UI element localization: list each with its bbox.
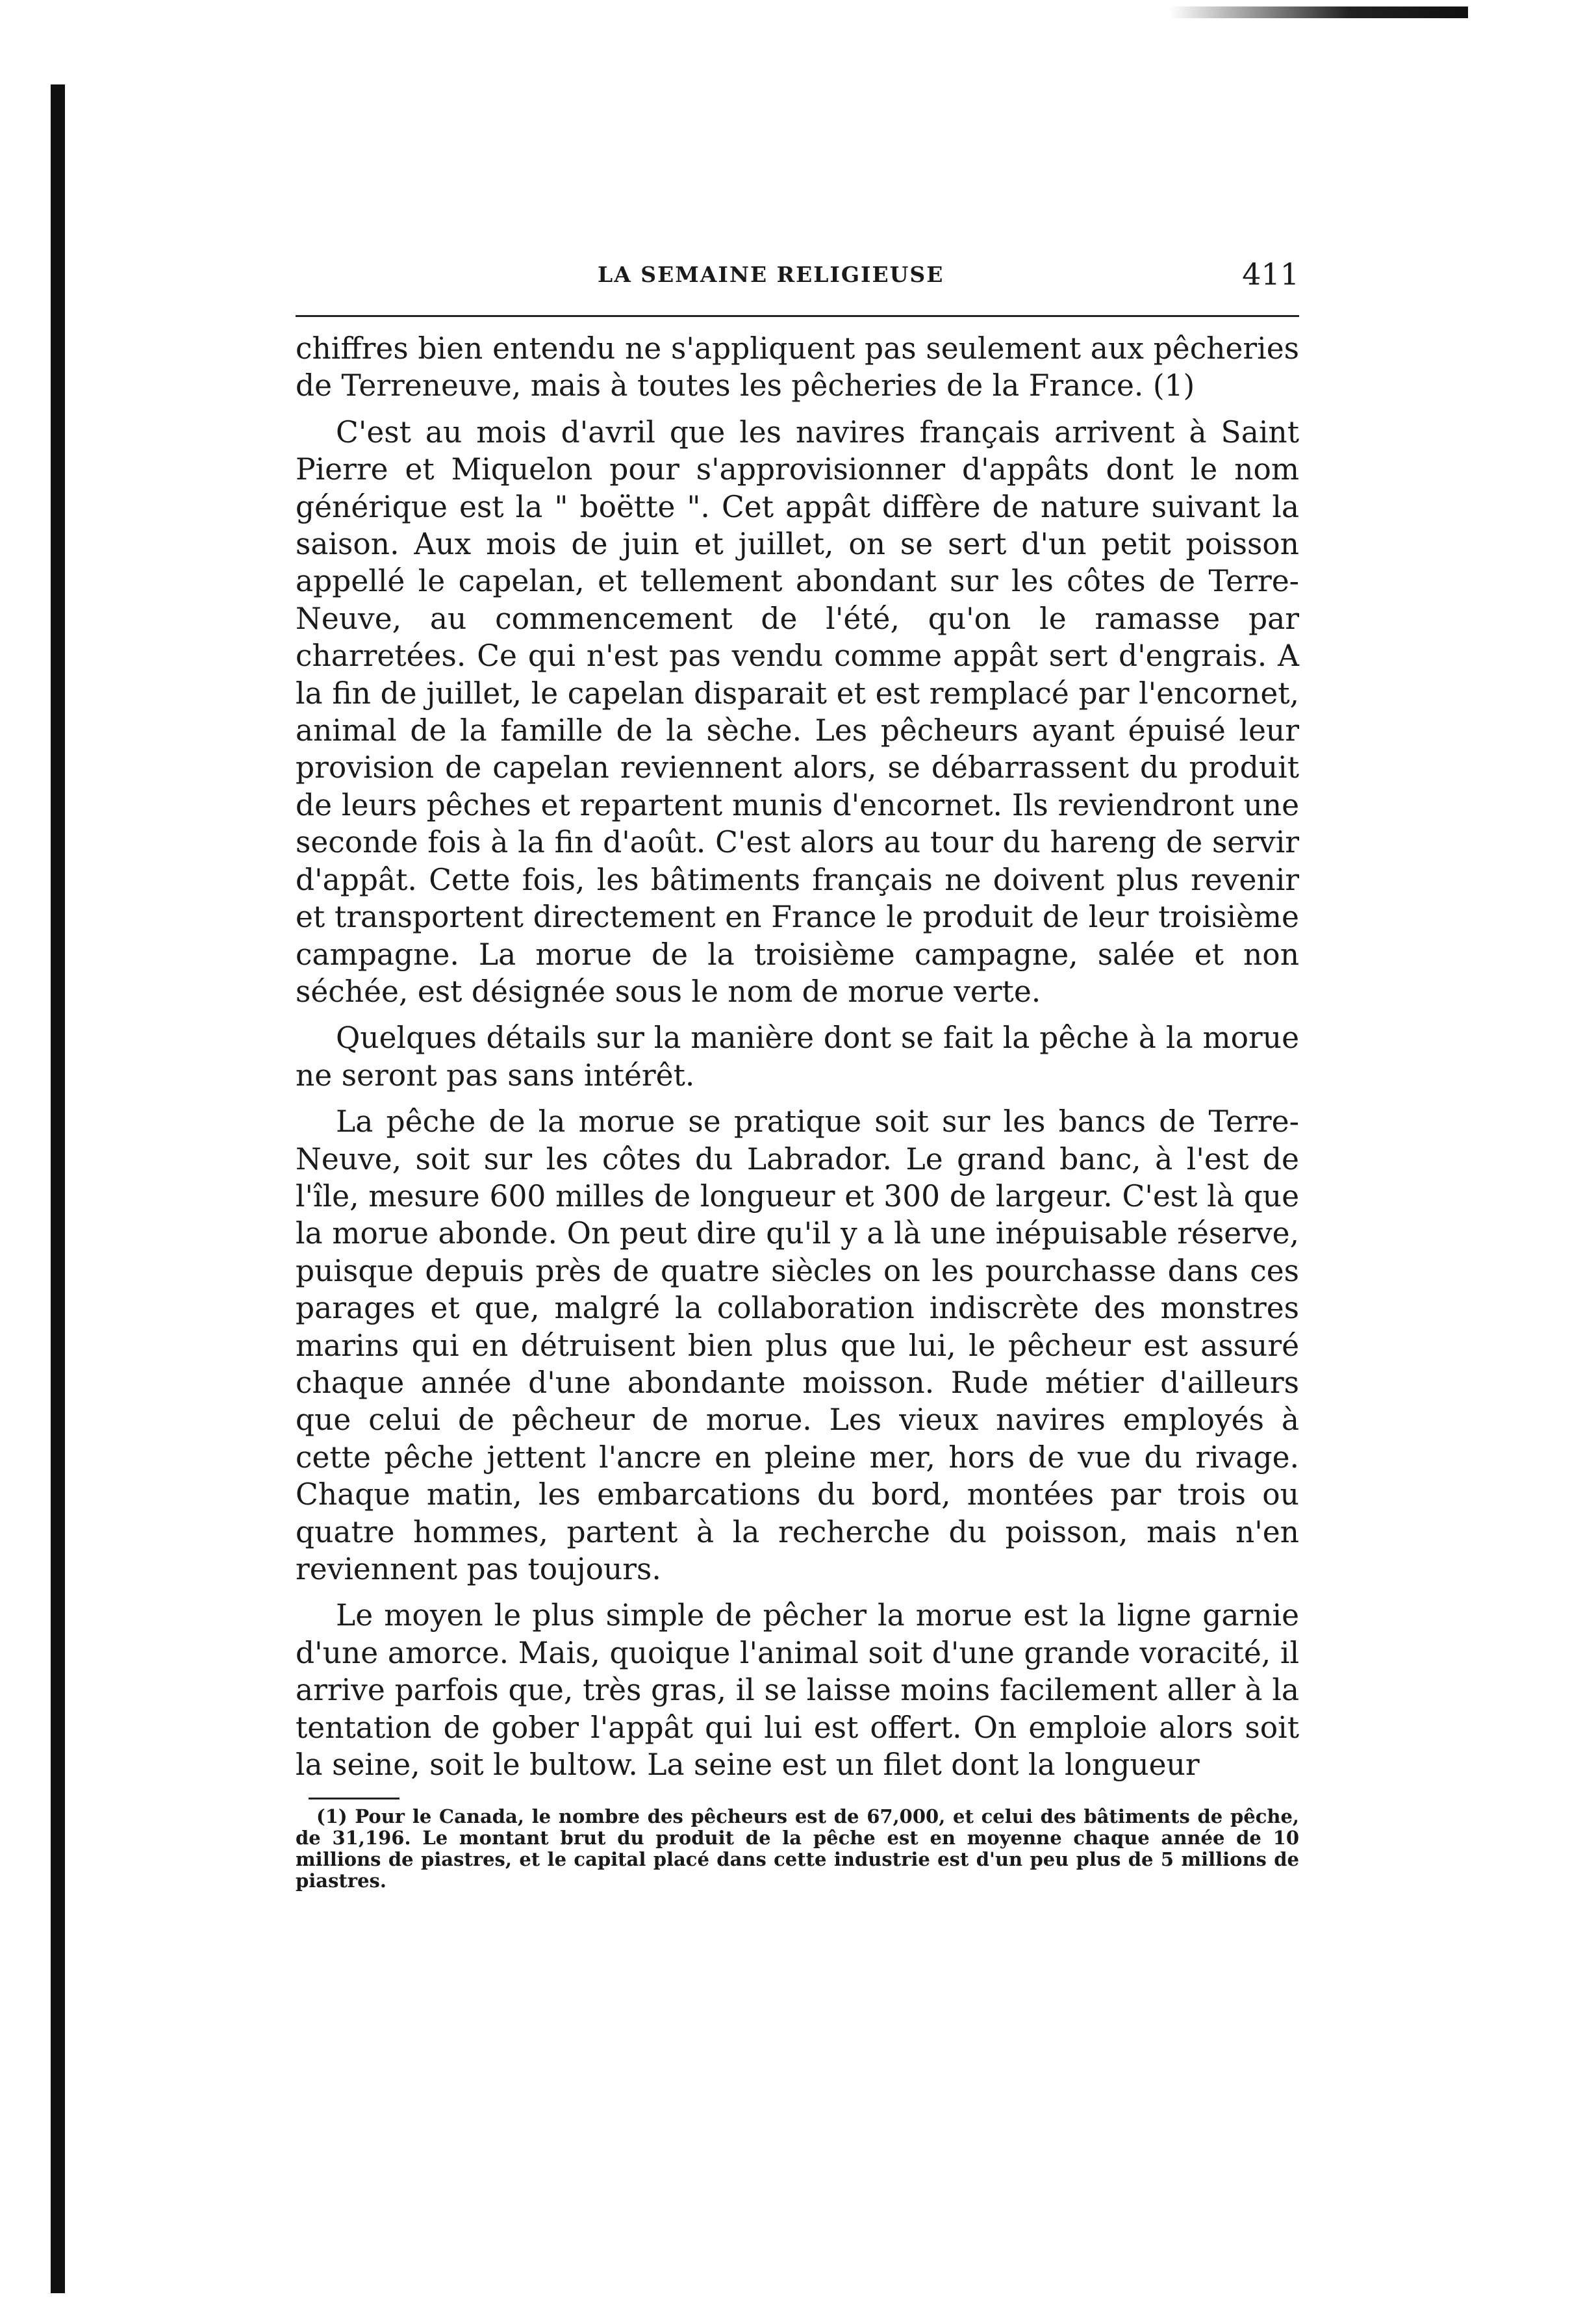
running-title: LA SEMAINE RELIGIEUSE <box>598 262 944 287</box>
footnote-rule <box>309 1798 399 1799</box>
page <box>296 257 1299 1892</box>
running-head <box>296 257 1299 302</box>
header-rule <box>296 315 1299 317</box>
paragraph: chiffres bien entendu ne s'appliquent pas seulement aux pêcheries de Terreneuve, mais à toutes les pêcheries de la France. (1) <box>296 331 1299 403</box>
paragraph: Quelques détails sur la manière dont se fait la pêche à la morue ne seront pas sans intérêt. <box>296 1021 1299 1093</box>
paragraph: C'est au mois d'avril que les navires français arrivent à Saint Pierre et Miquelon pour s'approvisionner d'appâts dont le nom générique est la " boëtte ". Cet appât diffère de nature suivant la saison. Aux mois de juin et juillet, on se sert d'un petit poisson appellé le capelan, et tellement abondant sur les côtes de Terre-Neuve, au commencement de l'été, qu'on le ramasse par charretées. Ce qui n'est pas vendu comme appât sert d'engrais. A la fin de juillet, le capelan disparait et est remplacé par l'encornet, animal de la famille de la sèche. Les pêcheurs ayant épuisé leur provision de capelan reviennent alors, se débarrassent du produit de leurs pêches et repartent munis d'encornet. Ils reviendront une seconde fois à la fin d'août. C'est alors au tour du hareng de servir d'appât. Cette fois, les bâtiments français ne doivent plus revenir et transportent directement en France le produit de leur troisième campagne. La morue de la troisième campagne, salée et non séchée, est désignée sous le nom de morue verte. <box>296 414 1299 1009</box>
paragraph: Le moyen le plus simple de pêcher la morue est la ligne garnie d'une amorce. Mais, quoique l'animal soit d'une grande voracité, il arrive parfois que, très gras, il se laisse moins facilement aller à la tentation de gober l'appât qui lui est offert. On emploie alors soit la seine, soit le bultow. La seine est un filet dont la longueur <box>296 1598 1299 1783</box>
paragraph: La pêche de la morue se pratique soit sur les bancs de Terre-Neuve, soit sur les côtes du Labrador. Le grand banc, à l'est de l'île, mesure 600 milles de longueur et 300 de largeur. C'est là que la morue abonde. On peut dire qu'il y a là une inépuisable réserve, puisque depuis près de quatre siècles on les pourchasse dans ces parages et que, malgré la collaboration indiscrète des monstres marins qui en détruisent bien plus que lui, le pêcheur est assuré chaque année d'une abondante moisson. Rude métier d'ailleurs que celui de pêcheur de morue. Les vieux navires employés à cette pêche jettent l'ancre en pleine mer, hors de vue du rivage. Chaque matin, les embarcations du bord, montées par trois ou quatre hommes, partent à la recherche du poisson, mais n'en reviennent pas toujours. <box>296 1104 1299 1586</box>
page-number: 411 <box>1242 257 1299 292</box>
scan-smudge <box>1169 6 1468 18</box>
footnote-text: (1) Pour le Canada, le nombre des pêcheurs est de 67,000, et celui des bâtiments de pêche, de 31,196. Le montant brut du produit de la pêche est en moyenne chaque année de 10 millions de piastres, et le capital placé dans cette industrie est d'un peu plus de 5 millions de piastres. <box>296 1805 1299 1892</box>
body-text <box>296 330 1299 1783</box>
footnote <box>296 1806 1299 1892</box>
binding-edge <box>51 84 65 2293</box>
